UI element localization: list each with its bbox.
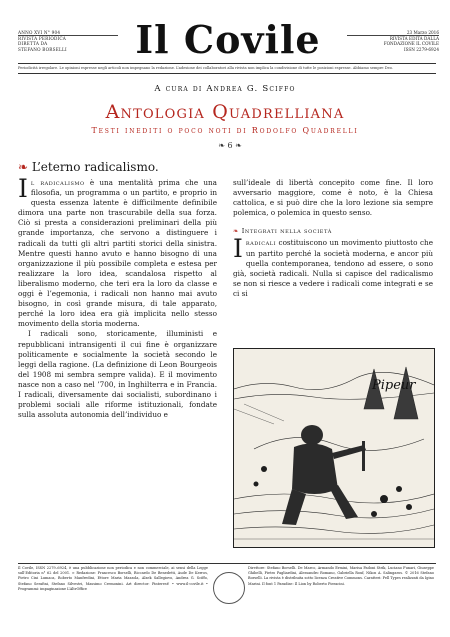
left-column: [18, 160, 217, 420]
paragraph-2: [18, 329, 217, 420]
woodcut-illustration: [233, 348, 435, 548]
masthead-issn: ISSN 2279-6924: [403, 46, 439, 52]
leaf-icon: ❧: [18, 160, 29, 174]
seal-icon: [213, 572, 245, 604]
drop-cap: I: [18, 174, 28, 203]
masthead-issue: ANNO XVI N° 904: [18, 30, 118, 36]
masthead-rule: [18, 63, 436, 64]
right-column: [233, 178, 433, 299]
subsection-title: Integrati nella società: [241, 227, 332, 236]
lead-caps: l radicalismo: [30, 178, 85, 187]
leaf-icon-small: ❧: [233, 227, 240, 236]
right-paragraph-1: sull’ideale di libertà concepito come fine. Il loro avversario maggiore, come è noto, è la Chiesa cattolica, e si può dire che la loro lezione sia sempre polemica, o polemica in questo senso.: [233, 178, 433, 218]
right-paragraph-2: [233, 234, 433, 299]
illustration-label: Pipeur: [372, 378, 416, 393]
masthead-directed: DIRETTA DA: [18, 41, 48, 47]
section-title: L’eterno radicalismo.: [31, 160, 159, 174]
masthead-left-info: [18, 30, 118, 52]
subsection-heading: [233, 226, 433, 236]
paragraph-2-text: I radicali sono, storicamente, illuministi e repubblicani intransigenti il cui fine è organizzare politicamente e socialmente la società secondo le leggi della ragione. (La definizione di Leon Bourgeois del 1908 mi sembra sempre valida). E il movimento nasce non a caso nel ’700, in Inghilterra e in Francia. I radicali, diversamente dai socialisti, subordinano i problemi sociali alle riforme istituzionali, fondate sulla assoluta autonomia dell’individuo e: [18, 329, 217, 420]
section-heading: [18, 160, 217, 174]
masthead-publisher: RIVISTA EDITA DALLA: [389, 36, 439, 42]
masthead-right-info: [347, 30, 439, 52]
masthead-type: RIVISTA PERIODICA: [18, 36, 67, 42]
sub-drop-cap: I: [233, 234, 243, 264]
footer-right: Direttore: Stefano Borselli. De Marco, Armando Ermini, Marisa Fadoni Strik, Luciano Funari, Giuseppe Ghibelli, Pietro Pagliardini, Alessandro Romano, Gabriella Rouf, Nikos A. Salingaros. © 2016 Stefano Borselli. La rivista è distribuita sotto licenza Creative Commons. Caratteri: Fell Types realizzati da Igino Marini. Il font 1 Paradise: Il Lion by Roberto Pieracini.: [248, 566, 434, 586]
woodcut-drawing: [234, 349, 434, 547]
sub-lead-caps: radicali: [245, 238, 276, 248]
masthead-rule-bottom: [18, 73, 436, 74]
paragraph-1: [18, 174, 217, 329]
logo: Il Covile: [135, 17, 321, 62]
section-ornament: ❧ 6 ❧: [218, 141, 242, 150]
footer-rule: [18, 563, 436, 564]
right-paragraph-2-text: costituiscono un movimento piuttosto che un partito perché la società moderna, e ancor più quella contemporanea, tendono ad essere, o sono già, società radicali. Nulla si capisce del radicalismo se non si riesce a vedere i radicali come integrati e se ci si: [233, 238, 433, 298]
article-subtitle: Testi inediti o poco noti di Rodolfo Quadrelli: [91, 126, 359, 135]
paragraph-1-text: è una mentalità prima che una filosofia, un programma o un partito, e proprio in questa essenza latente è difficilmente definibile dimora una parte non trascurabile della sua forza. Ciò si presta a considerazioni preliminari della più grande importanza, che servono a distinguere i radicali da tutti gli altri partiti storici della sinistra. Mentre questi hanno avuto e hanno bisogno di una organizzazione il più possibile completa e estesa per realizzare la loro idea, scandalosa rispetto al liberalismo moderno, che teri era la loro da classe e oggi è l’egemonia, i radicali non hanno mai avuto bisogno, in così grande misura, di tale apparato, perché la loro idea era già implicita nello stesso movimento della storia moderna.: [18, 178, 217, 329]
curator-line: A cura di Andrea G. Sciffo: [154, 84, 296, 94]
masthead-foundation: FONDAZIONE IL COVILE: [383, 41, 439, 47]
article-title: Antologia Quadrelliana: [105, 101, 345, 123]
footer-left: Il Covile, ISSN 2279–6924, è una pubblicazione non periodica e non commerciale, ai sensi della Legge sull’Editoria n° 62 del 2001. ∞ Redazione: Francesco Borselli, Riccardo De Benedetti, Aude De Kerros, Pietro Cini Lumaca, Roberto Manfredini, Ettore Maria Mazzola, Alzek Sallegiovo, Andrea G. Sciffo, Stefano Serafini, Stefano Silvestri, Massimo Cremonini. Art director: Pinterest! • www.il-covile.it • Programmi: impaginazione L’AltrOffice: [18, 566, 208, 591]
masthead-date: 23 Marzo 2016: [347, 30, 439, 36]
masthead-subline: Periodicità irregolare. Le opinioni espresse negli articoli non impegnano la redazione. L’adesione dei collaboratori alla rivista non implica la condivisione di tutte le posizioni espresse. Abbiamo sempre Deo.: [18, 66, 393, 70]
masthead-director: STEFANO BORSELLI: [18, 46, 67, 52]
